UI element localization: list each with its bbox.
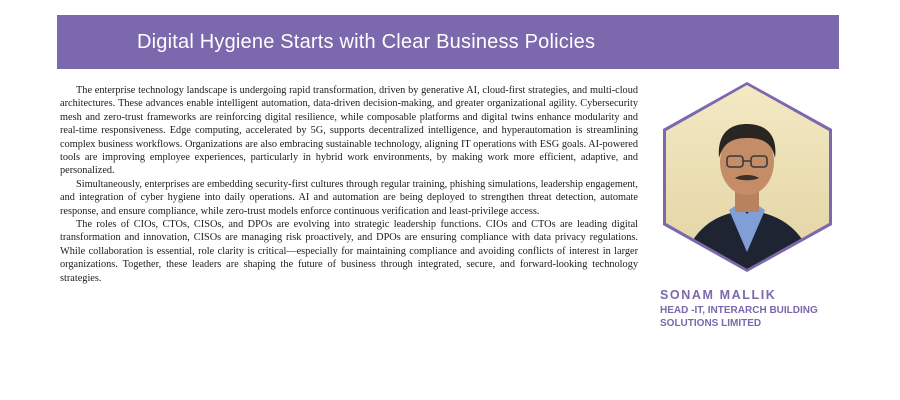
paragraph-1: The enterprise technology landscape is undergoing rapid transformation, driven by generative AI, cloud-first strategies, and multi-cloud architectures. These advances enable intelligent automation, data-driven decision-making, and greater organizational agility. Cybersecurity mesh and zero-trust frameworks are reinforcing digital resilience, while composable platforms and digital twins enhance modularity and real-time responsiveness. Edge computing, accelerated by 5G, supports decentralized intelligence, and hyperautomation is streamlining complex business workflows. Organizations are also embracing sustainable technology, aligning IT operations with ESG goals. AI-powered tools are improving employee experiences, particularly in hybrid work environments, by making work more efficient, adaptive, and personalized. (60, 85, 638, 177)
author-title: HEAD -IT, INTERARCH BUILDING SOLUTIONS LIMITED (660, 305, 818, 329)
article-body (60, 84, 638, 285)
author-portrait (661, 82, 834, 272)
paragraph-2: Simultaneously, enterprises are embedding security-first cultures through regular training, phishing simulations, leadership engagement, and integration of cyber hygiene into daily operations. AI and automation are being deployed to strengthen threat detection, automate response, and ensure compliance, while zero-trust models enforce continuous verification and least-privilege access. (60, 178, 638, 217)
author-byline (660, 288, 840, 330)
author-name: SONAM MALLIK (660, 288, 777, 302)
paragraph-3: The roles of CIOs, CTOs, CISOs, and DPOs are evolving into strategic leadership functions. CIOs and CTOs are leading digital transformation and innovation, CISOs are managing risk proactively, and DPOs are ensuring compliance with data privacy regulations. While collaboration is essential, role clarity is critical—especially for maintaining compliance and avoiding conflicts of interest in larger organizations. Together, these leaders are shaping the future of business through integrated, secure, and forward-looking technology strategies. (60, 219, 638, 284)
title-banner (57, 15, 839, 69)
page-title: Digital Hygiene Starts with Clear Business Policies (137, 30, 596, 53)
